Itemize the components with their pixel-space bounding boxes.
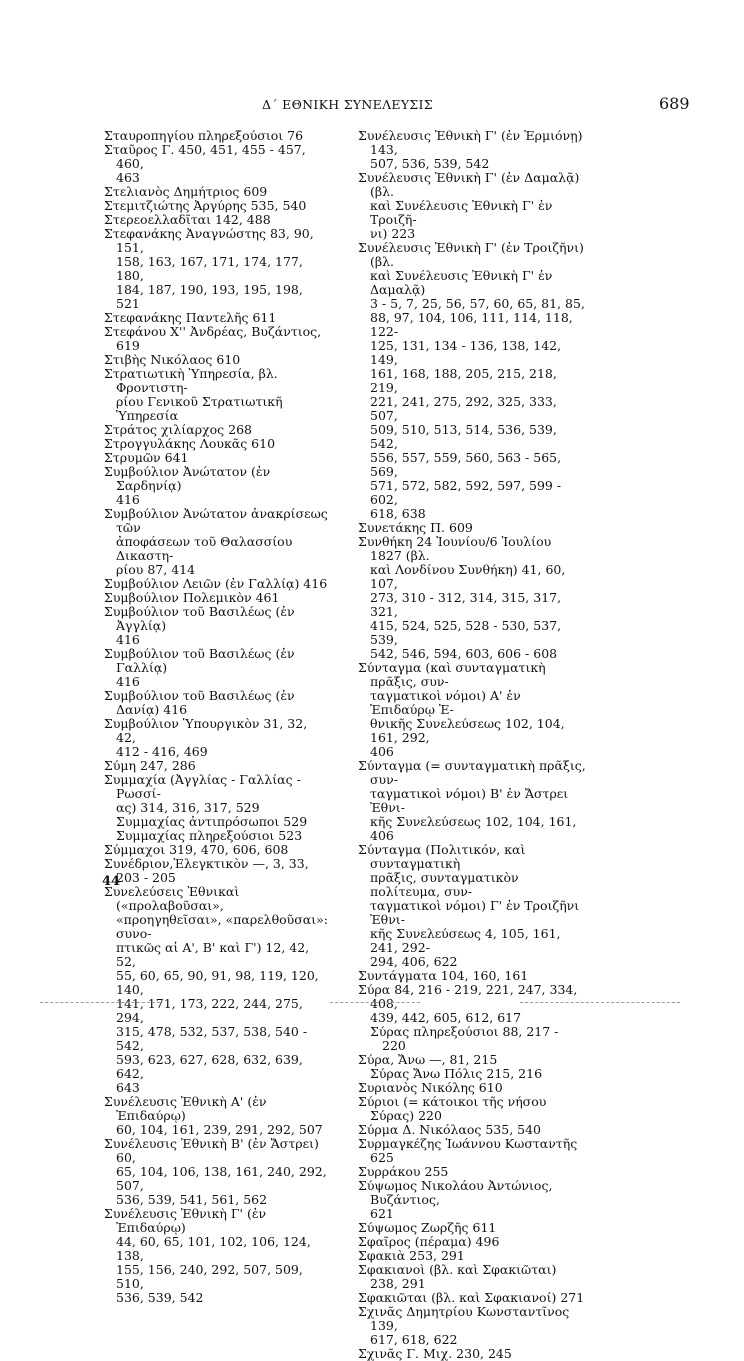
index-entry: Σύψωμος Νικολάου Ἀντώνιος, Βυζάντιος, 621	[358, 1178, 553, 1221]
index-entry: Συνέλευσις Ἐθνικὴ Α' (ἐν Ἐπιδαύρῳ) 60, 104, 161, 239, 291, 292, 507	[104, 1094, 323, 1137]
index-entry: Σχινᾶς Γ. Μιχ. 230, 245	[358, 1346, 512, 1361]
index-entry: Στεφάνου Χ'' Ἀνδρέας, Βυζάντιος, 619	[104, 324, 322, 353]
index-entry: Συμβούλιον τοῦ Βασιλέως (ἐν Γαλλίᾳ) 416	[104, 646, 295, 689]
index-entry: Σύριοι (= κάτοικοι τῆς νήσου Σύρας) 220	[358, 1094, 547, 1123]
index-entry: Στερεοελλαδῖται 142, 488	[104, 212, 271, 227]
running-head	[0, 94, 744, 117]
running-title: Δ΄ ΕΘΝΙΚΗ ΣΥΝΕΛΕΥΣΙΣ	[262, 97, 433, 112]
index-entry: Σταυροπηγίου πληρεξούσιοι 76	[104, 128, 304, 143]
index-entry: Σύρα 84, 216 - 219, 221, 247, 334, 408, 439, 442, 605, 612, 617	[358, 982, 578, 1025]
index-entry: Συνέλευσις Ἐθνικὴ Γ' (ἐν Ἐπιδαύρῳ) 44, 60, 65, 101, 102, 106, 124, 138, 155, 156, 240, 292, 507, 509, 510, 536, 539, 542	[104, 1206, 311, 1305]
index-entry: Σύνταγμα (= συνταγματικὴ πρᾶξις, συν- ταγματικοὶ νόμοι) Β' ἐν Ἄστρει Ἐθνι- κῆς Συνελεύσεως 102, 104, 161, 406	[358, 758, 586, 843]
index-subentry: Σύρας Ἄνω Πόλις 215, 216	[370, 1066, 543, 1081]
index-entry: Συμβούλιον Ἀνώτατον ἀνακρίσεως τῶν ἀποφάσεων τοῦ Θαλασσίου Δικαστη- ρίου 87, 414	[104, 506, 328, 577]
index-entry: Στελιανὸς Δημήτριος 609	[104, 184, 268, 199]
index-subentry: Συμμαχίας ἀντιπρόσωποι 529	[116, 814, 308, 829]
index-entry: Συνέλευσις Ἐθνικὴ Γ' (ἐν Δαμαλᾷ) (βλ. καὶ Συνέλευσις Ἐθνικὴ Γ' ἐν Τροιζῆ- νι) 223	[358, 170, 580, 241]
index-entry: Συμβούλιον Ὑπουργικὸν 31, 32, 42, 412 - 416, 469	[104, 716, 308, 759]
index-entry: Στρατιωτικὴ Ὑπηρεσία, βλ. Φροντιστη- ρίου Γενικοῦ Στρατιωτικῆ Ὑπηρεσία	[104, 366, 283, 423]
index-entry: Σύμη 247, 286	[104, 758, 196, 773]
index-entry: Συμβούλιον Πολεμικὸν 461	[104, 590, 280, 605]
index-entry: Σφαῖρος (πέραμα) 496	[358, 1234, 500, 1249]
index-entry: Συμβούλιον τοῦ Βασιλέως (ἐν Δανίᾳ) 416	[104, 688, 295, 717]
index-entry: Σχινᾶς Δημητρίου Κωνσταντῖνος 139, 617, 618, 622	[358, 1304, 570, 1347]
index-entry: Συνέδριον,Ἐλεγκτικὸν —, 3, 33, 203 - 205	[104, 856, 309, 885]
index-entry: Συρράκου 255	[358, 1164, 449, 1179]
page-number: 689	[659, 94, 690, 113]
index-entry: Σύψωμος Ζωρζῆς 611	[358, 1220, 497, 1235]
index-entry: Σφακιῶται (βλ. καὶ Σφακιανοί) 271	[358, 1290, 585, 1305]
index-entry: Στρυμῶν 641	[104, 450, 189, 465]
index-entry: Συμβούλιον Λειῶν (ἐν Γαλλίᾳ) 416	[104, 576, 328, 591]
index-entry: Συμμαχία (Ἀγγλίας - Γαλλίας - Ρωσσί- ας) 314, 316, 317, 529	[104, 772, 301, 815]
index-entry: Συρμαγκέζης Ἰωάννου Κωσταντῆς 625	[358, 1136, 578, 1165]
index-entry: Στεφανάκης Παντελῆς 611	[104, 310, 277, 325]
footer-rule	[520, 1002, 680, 1003]
index-entry: Σφακιὰ 253, 291	[358, 1248, 465, 1263]
index-entry: Συμβούλιον τοῦ Βασιλέως (ἐν Ἀγγλίᾳ) 416	[104, 604, 295, 647]
index-entry: Συνελεύσεις Ἐθνικαὶ («προλαβοῦσαι», «προηγηθεῖσαι», «παρελθοῦσαι»: συνο- πτικῶς αἱ Α', Β' καὶ Γ') 12, 42, 52, 55, 60, 65, 90, 91, 98, 119, 120, 140, 141, 171, 173, 222, 244, 275, 294, 315, 478, 532, 537, 538, 540 - 542, 593, 623, 627, 628, 632, 639, 642, 643	[104, 884, 328, 1095]
footer-rule	[330, 1002, 420, 1003]
index-entry: Σταῦρος Γ. 450, 451, 455 - 457, 460, 463	[104, 142, 306, 185]
index-entry: Σύμμαχοι 319, 470, 606, 608	[104, 842, 289, 857]
index-entry: Σύνταγμα (καὶ συνταγματικὴ πρᾶξις, συν- ταγματικοὶ νόμοι) Α' ἐν Ἐπιδαύρῳ Ἐ- θνικῆς Συνελεύσεως 102, 104, 161, 292, 406	[358, 660, 565, 759]
index-entry: Συνετάκης Π. 609	[358, 520, 473, 535]
index-entry: Συριανὸς Νικόλης 610	[358, 1080, 503, 1095]
index-entry: Συντάγματα 104, 160, 161	[358, 968, 529, 983]
index-entry: Στεφανάκης Ἀναγνώστης 83, 90, 151, 158, 163, 167, 171, 174, 177, 180, 184, 187, 190, 193, 195, 198, 521	[104, 226, 314, 311]
index-subentry: Σύρας πληρεξούσιοι 88, 217 - 220	[370, 1024, 559, 1053]
index-entry: Στράτος χιλίαρχος 268	[104, 422, 252, 437]
index-entry: Σύνταγμα (Πολιτικόν, καὶ συνταγματικὴ πρᾶξις, συνταγματικὸν πολίτευμα, συν- ταγματικοὶ νόμοι) Γ' ἐν Τροιζῆνι Ἐθνι- κῆς Συνελεύσεως 4, 105, 161, 241, 292- 294, 406, 622	[358, 842, 580, 969]
footer-rule	[40, 1002, 160, 1003]
index-entry: Συμβούλιον Ἀνώτατον (ἐν Σαρδηνίᾳ) 416	[104, 464, 271, 507]
index-entry: Σφακιανοὶ (βλ. καὶ Σφακιῶται) 238, 291	[358, 1262, 557, 1291]
index-subentry: Συμμαχίας πληρεξούσιοι 523	[116, 828, 303, 843]
index-entry: Στρογγυλάκης Λουκᾶς 610	[104, 436, 276, 451]
index-entry: Στεμιτζιώτης Ἀργύρης 535, 540	[104, 198, 307, 213]
index-entry: Συνέλευσις Ἐθνικὴ Β' (ἐν Ἄστρει) 60, 65, 104, 106, 138, 161, 240, 292, 507, 536, 539, 541, 561, 562	[104, 1136, 327, 1207]
index-entry: Συνέλευσις Ἐθνικὴ Γ' (ἐν Ἑρμιόνῃ) 143, 507, 536, 539, 542	[358, 128, 583, 171]
index-column-right	[358, 129, 586, 1361]
index-entry: Συνέλευσις Ἐθνικὴ Γ' (ἐν Τροιζῆνι) (βλ. καὶ Συνέλευσις Ἐθνικὴ Γ' ἐν Δαμαλᾷ) 3 - 5, 7, 25, 56, 57, 60, 65, 81, 85, 88, 97, 104, 106, 111, 114, 118, 122- 125, 131, 134 - 136, 138, 142, 149, 161, 168, 188, 205, 215, 218, 219, 221, 241, 275, 292, 325, 333, 507, 509, 510, 513, 514, 536, 539, 542, 556, 557, 559, 560, 563 - 565, 569, 571, 572, 582, 592, 597, 599 - 602, 618, 638	[358, 240, 585, 521]
index-entry: Συνθήκη 24 Ἰουνίου/6 Ἰουλίου 1827 (βλ. καὶ Λονδίνου Συνθήκη) 41, 60, 107, 273, 310 - 312, 314, 315, 317, 321, 415, 524, 525, 528 - 530, 537, 539, 542, 546, 594, 603, 606 - 608	[358, 534, 566, 661]
index-entry: Σύρα, Ἄνω —, 81, 215	[358, 1052, 498, 1067]
index-entry: Στιβὴς Νικόλαος 610	[104, 352, 241, 367]
index-entry: Σύρμα Δ. Νικόλαος 535, 540	[358, 1122, 542, 1137]
signature-mark: 44	[102, 874, 121, 889]
index-column-left	[104, 129, 330, 1305]
